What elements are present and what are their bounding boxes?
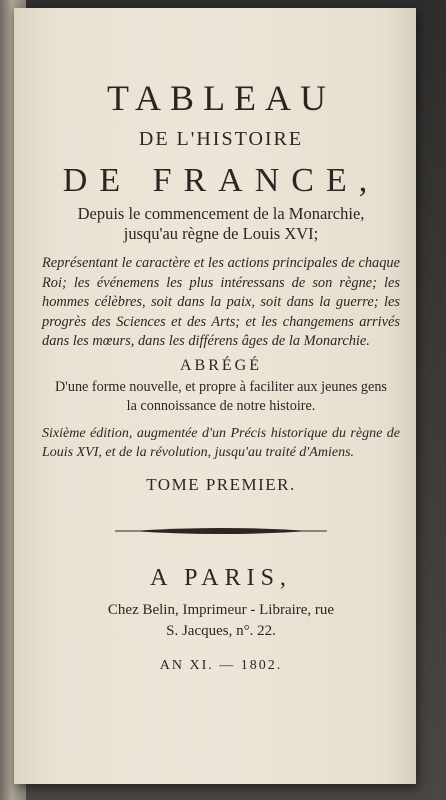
subtitle-line-1: Depuis le commencement de la Monarchie, — [77, 204, 365, 223]
edition-note: Sixième édition, augmentée d'un Précis historique du règne de Louis XVI, et de la révolution, jusqu'au traité d'Amiens. — [42, 425, 400, 460]
subtitle-line-2: jusqu'au règne de Louis XVI; — [123, 224, 319, 243]
ornament-rule-swell — [131, 528, 311, 534]
description-paragraph: Représentant le caractère et les actions principales de chaque Roi; les événemens les plus intéressans de son règne; les hommes célèbres, soit dans la paix, soit dans la guerre; les progrès des Sciences et des Arts; et les changemens arrivés dans les mœurs, dans les différens âges de la Monarchie. — [42, 255, 400, 349]
main-subtitle: DE L'HISTOIRE — [138, 128, 304, 150]
imprint-place: A PARIS, — [150, 564, 292, 591]
imprint-date: AN XI. — 1802. — [159, 657, 283, 673]
publisher-line-1: Chez Belin, Imprimeur - Libraire, rue — [107, 601, 335, 618]
ornament-rule — [111, 524, 331, 538]
tome-label: TOME PREMIER. — [146, 474, 296, 494]
main-title: TABLEAU — [106, 78, 336, 118]
abrege-line-2: la connoissance de notre histoire. — [126, 397, 316, 414]
title-page — [14, 8, 416, 784]
main-title-second-line: DE FRANCE, — [62, 162, 380, 199]
abrege-line-1: D'une forme nouvelle, et propre à faciliter aux jeunes gens — [55, 378, 387, 395]
abrege-heading: ABRÉGÉ — [180, 356, 262, 374]
publisher-line-2: S. Jacques, n°. 22. — [166, 622, 276, 639]
title-page-content — [42, 78, 400, 676]
